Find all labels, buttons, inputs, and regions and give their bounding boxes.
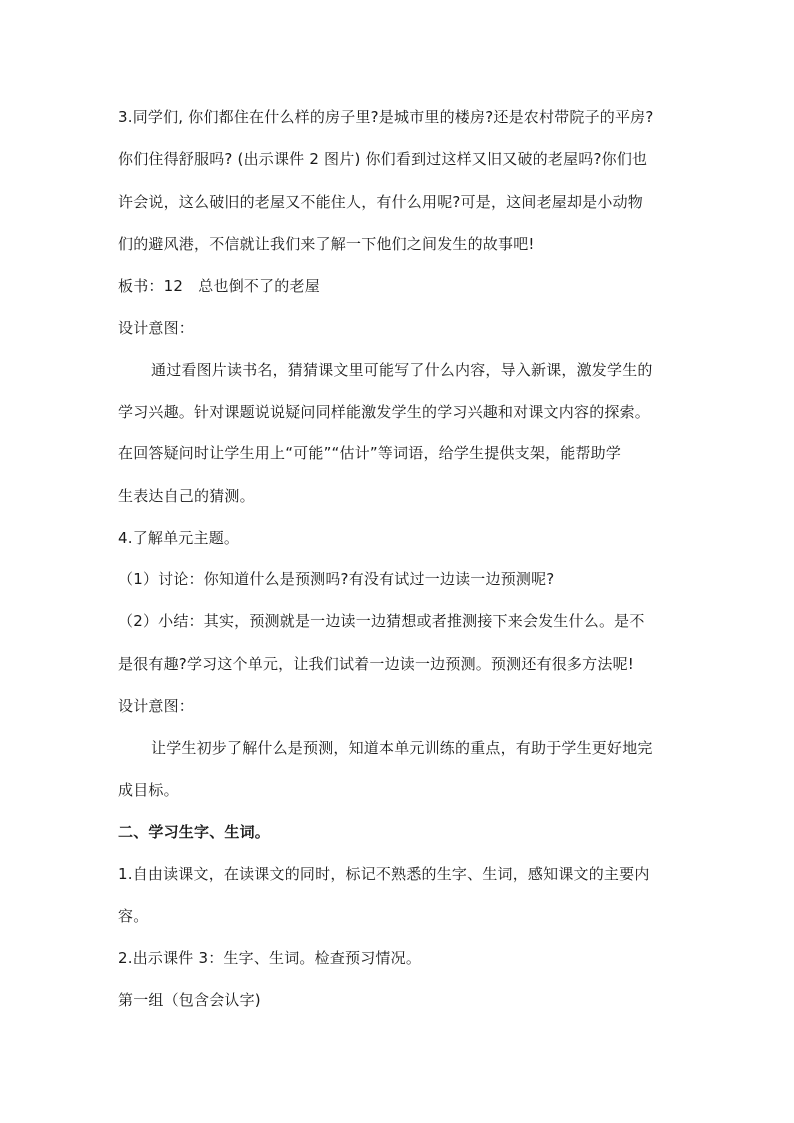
paragraph-line: 学习兴趣。针对课题说说疑问同样能激发学生的学习兴趣和对课文内容的探索。 xyxy=(118,403,651,421)
section-item: 4.了解单元主题。 xyxy=(118,529,240,547)
paragraph-line: 许会说，这么破旧的老屋又不能住人，有什么用呢?可是，这间老屋却是小动物 xyxy=(118,193,643,211)
design-intent-label: 设计意图： xyxy=(118,697,195,715)
paragraph-line: 3.同学们, 你们都住在什么样的房子里?是城市里的楼房?还是农村带院子的平房? xyxy=(118,108,654,126)
paragraph-line: （1）讨论：你知道什么是预测吗?有没有试过一边读一边预测呢? xyxy=(118,570,555,588)
blackboard-title: 板书：12 总也倒不了的老屋 xyxy=(118,277,320,295)
paragraph-line: 1.自由读课文，在读课文的同时，标记不熟悉的生字、生词，感知课文的主要内 xyxy=(118,865,650,883)
paragraph-line: 通过看图片读书名，猜猜课文里可能写了什么内容，导入新课，激发学生的 xyxy=(151,361,653,379)
paragraph-line: （2）小结：其实，预测就是一边读一边猜想或者推测接下来会发生什么。是不 xyxy=(118,612,645,630)
paragraph-line: 容。 xyxy=(118,907,149,925)
design-intent-label: 设计意图： xyxy=(118,319,195,337)
paragraph-line: 第一组（包含会认字) xyxy=(118,991,261,1009)
paragraph-line: 2.出示课件 3：生字、生词。检查预习情况。 xyxy=(118,949,422,967)
paragraph-line: 让学生初步了解什么是预测，知道本单元训练的重点，有助于学生更好地完 xyxy=(151,739,653,757)
paragraph-line: 们的避风港，不信就让我们来了解一下他们之间发生的故事吧! xyxy=(118,235,535,253)
paragraph-line: 在回答疑问时让学生用上“可能”“估计”等词语，给学生提供支架，能帮助学 xyxy=(118,444,622,462)
section-heading: 二、学习生字、生词。 xyxy=(118,823,271,841)
paragraph-line: 你们住得舒服吗? (出示课件 2 图片) 你们看到过这样又旧又破的老屋吗?你们也 xyxy=(118,150,648,168)
paragraph-line: 生表达自己的猜测。 xyxy=(118,487,255,505)
paragraph-line: 是很有趣?学习这个单元，让我们试着一边读一边预测。预测还有很多方法呢! xyxy=(118,655,634,673)
paragraph-line: 成目标。 xyxy=(118,781,179,799)
